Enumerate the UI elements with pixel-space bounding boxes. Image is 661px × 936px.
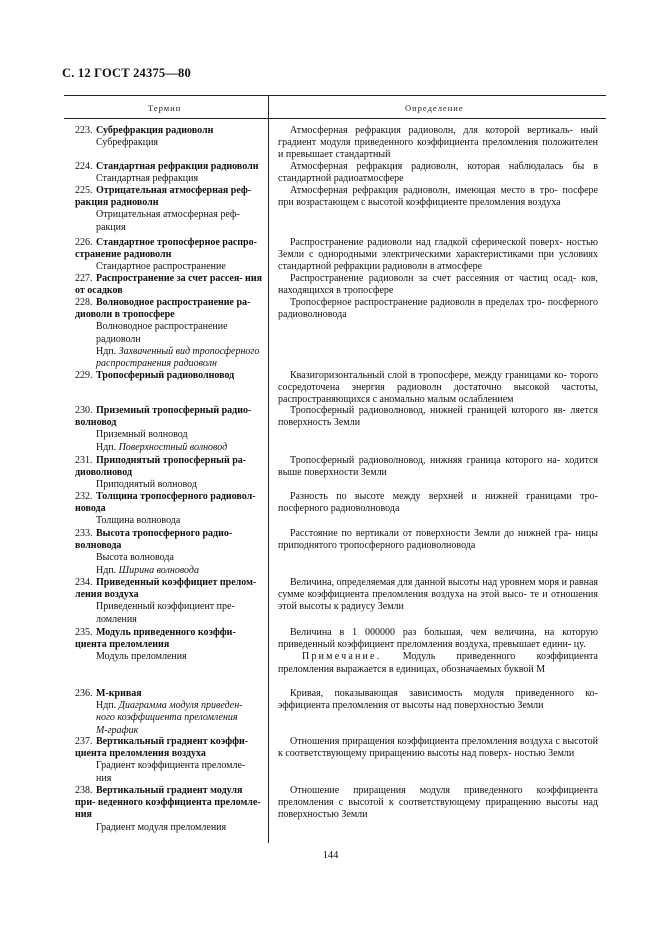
term-entry — [75, 125, 263, 149]
term-entry — [75, 185, 263, 234]
table-header-rule — [64, 118, 606, 119]
definition-text: Кривая, показывающая зависимость модуля приведенного ко- эффициента преломления от высоты над поверхностью Земли — [278, 688, 598, 712]
term-heading — [75, 577, 263, 601]
definition-entry — [278, 455, 598, 479]
term-name: Отрицательная атмосферная реф- ракция радиоволн — [75, 185, 252, 209]
term-entry — [75, 528, 263, 577]
term-number: 225. — [75, 185, 93, 196]
definition-text: Величина в 1 000000 раз большая, чем величина, на которую приведенный коэффициент преломления воздуха, превышает едини- цу. — [278, 627, 598, 651]
term-entry — [75, 577, 263, 626]
definition-text: Тропосферный радиоволновод, нижняя граница которого на- ходится выше поверхности Земли — [278, 455, 598, 479]
term-name: Приподнятый тропосферный ра- диоволновод — [75, 455, 247, 479]
term-short-form: Стандартное распространение — [96, 261, 226, 273]
definition-entry — [278, 577, 598, 614]
definition-note: Примечание. Модуль приведенного коэффициента преломления выражается в единицах, обозначаемых буквой М — [278, 651, 598, 675]
terms-column-header: Термин — [148, 103, 182, 113]
term-name: Модуль приведенного коэффи- циента преломления — [75, 627, 236, 651]
definition-entry — [278, 273, 598, 297]
definition-text: Атмосферная рефракция радиоволн, которая наблюдалась бы в стандартной радиоатмосфере — [278, 161, 598, 185]
deprecated-term: ного коэффициента преломления — [96, 712, 238, 724]
term-heading — [75, 688, 263, 700]
term-number: 226. — [75, 237, 93, 248]
term-heading — [75, 528, 263, 552]
term-heading — [75, 161, 263, 173]
term-number: 235. — [75, 627, 93, 638]
term-number: 228. — [75, 297, 93, 308]
term-entry — [75, 161, 263, 185]
term-heading — [75, 491, 263, 515]
deprecated-term: Диаграмма модуля приведен- — [118, 700, 243, 712]
term-number: 230. — [75, 405, 93, 416]
term-deprecated: Ндп. Диаграмма модуля приведен- — [96, 700, 243, 712]
definition-entry — [278, 125, 598, 162]
term-name: Субрефракция радиоволн — [96, 125, 214, 136]
definition-text: Квазигоризонтальный слой в тропосфере, между границами ко- торого сосредоточена энергия радиоволн достаточно высокой частоты, распространяющихся с аномально малым ослаблением — [278, 370, 598, 406]
definition-text: Распространение радиоволн за счет рассеяния от частиц осад- ков, находящихся в тропосфере — [278, 273, 598, 297]
term-name: Толщина тропосферного радиовол- новода — [75, 491, 256, 515]
term-heading — [75, 370, 263, 382]
definition-text: Расстояние по вертикали от поверхности Земли до нижней гра- ницы приподнятого тропосферного радиоволновода — [278, 528, 598, 552]
term-entry — [75, 273, 263, 297]
term-short-form: ломления — [96, 613, 137, 625]
term-short-form: Приведенный коэффициент пре- — [96, 601, 235, 613]
definition-text: Разность по высоте между верхней и нижней границами тро- посферного радиоволновода — [278, 491, 598, 515]
term-short-form: ракция — [96, 221, 126, 233]
page-header: С. 12 ГОСТ 24375—80 — [62, 66, 191, 80]
term-name: Высота тропосферного радио- волновода — [75, 528, 233, 552]
term-name: Стандартное тропосферное распро- странение радиоволн — [75, 237, 257, 261]
term-name: Вертикальный градиент модуля при- веденного коэффициента преломле- ния — [75, 785, 261, 821]
term-number: 233. — [75, 528, 93, 539]
term-number: 229. — [75, 370, 93, 381]
column-divider — [268, 96, 269, 843]
term-entry — [75, 297, 263, 370]
term-entry — [75, 237, 263, 274]
page-number: 144 — [322, 850, 339, 861]
term-number: 227. — [75, 273, 93, 284]
definition-text: Атмосферная рефракция радиоволн, для которой вертикаль- ный градиент модуля приведенного коэффициента преломления положителен и превышает стандартный — [278, 125, 598, 161]
term-short-form: Волноводное распространение — [96, 321, 228, 333]
term-name: Вертикальный градиент коэффи- циента преломления воздуха — [75, 736, 249, 760]
term-short-form: ния — [96, 772, 112, 784]
term-number: 232. — [75, 491, 93, 502]
term-name: Приземный тропосферный радио- волновод — [75, 405, 252, 429]
definition-text: Тропосферное распространение радиоволн в пределах тро- посферного радиоволновода — [278, 297, 598, 321]
term-heading — [75, 125, 263, 137]
definition-entry — [278, 185, 598, 209]
term-heading — [75, 785, 263, 822]
term-short-form: Приподнятый волновод — [96, 479, 197, 491]
definition-text: Отношения приращения коэффициента преломления воздуха с высотой к соответствующему приращению высоты над поверх- ностью Земли — [278, 736, 598, 760]
deprecated-term: Ширина волновода — [118, 564, 199, 576]
definition-entry — [278, 405, 598, 429]
term-name: Распространение за счет рассея- ния от осадков — [75, 273, 262, 297]
term-short-form: Стандартная рефракция — [96, 173, 199, 185]
term-heading — [75, 273, 263, 297]
deprecated-term: М-график — [96, 724, 139, 736]
term-heading — [75, 405, 263, 429]
definition-entry — [278, 491, 598, 515]
term-number: 234. — [75, 577, 93, 588]
term-heading — [75, 185, 263, 209]
note-label: Примечание. — [302, 651, 382, 663]
term-short-form: Высота волновода — [96, 552, 174, 564]
term-heading — [75, 736, 263, 760]
term-deprecated: Ндп. Поверхностный волновод — [96, 441, 228, 453]
definition-entry — [278, 627, 598, 676]
definition-text: Отношение приращения модуля приведенного коэффициента преломления с высотой к соответствующему приращению высоты над поверхностью Земли — [278, 785, 598, 821]
term-heading — [75, 455, 263, 479]
term-deprecated — [75, 725, 263, 737]
definition-entry — [278, 161, 598, 185]
definition-column-header: Определение — [405, 103, 464, 113]
term-entry — [75, 370, 263, 382]
definition-text: Величина, определяемая для данной высоты над уровнем моря и равная сумме коэффициента преломления воздуха на этой высо- те и отношения этой высоты к радиусу Земли — [278, 577, 598, 613]
term-number: 237. — [75, 736, 93, 747]
term-number: 223. — [75, 125, 93, 136]
term-entry — [75, 627, 263, 664]
definition-entry — [278, 370, 598, 407]
definition-entry — [278, 297, 598, 321]
deprecated-term: распространения радиоволн — [96, 358, 217, 370]
term-number: 238. — [75, 785, 93, 796]
term-number: 236. — [75, 688, 93, 699]
definition-text: Тропосферный радиоволновод, нижней границей которого яв- ляется поверхность Земли — [278, 405, 598, 429]
term-short-form: Отрицательная атмосферная реф- — [96, 209, 240, 221]
term-short-form: Приземный волновод — [96, 429, 188, 441]
definition-entry — [278, 785, 598, 822]
term-entry — [75, 785, 263, 834]
term-name: Стандартная рефракция радиоволн — [96, 161, 259, 172]
term-short-form: Модуль преломления — [96, 651, 187, 663]
term-number: 224. — [75, 161, 93, 172]
deprecated-term: Захваченный вид тропосферного — [118, 345, 260, 357]
term-number: 231. — [75, 455, 93, 466]
definition-text: Атмосферная рефракция радиоволн, имеющая место в тро- посфере при возрастающем с высотой коэффициенте преломления воздуха — [278, 185, 598, 209]
term-short-form: радиоволн — [96, 333, 141, 345]
definition-text: Распространение радиоволи над гладкой сферической поверх- ностью Земли с однородными электрическими характеристиками при условиях стандартной рефракции радиоволн в атмосфере — [278, 237, 598, 273]
term-entry — [75, 736, 263, 785]
term-name: Волноводное распространение ра- диоволн в тропосфере — [75, 297, 251, 321]
term-heading — [75, 627, 263, 651]
term-short-form: Толщина волновода — [96, 515, 181, 527]
definition-entry — [278, 736, 598, 760]
term-deprecated: Ндп. Ширина волновода — [96, 564, 199, 576]
term-deprecated — [75, 358, 263, 370]
term-deprecated — [75, 712, 263, 724]
term-name: Тропосферный радиоволновод — [96, 370, 235, 381]
term-short-form: Градиент модуля преломления — [96, 821, 227, 833]
definition-entry — [278, 528, 598, 552]
table-top-rule — [64, 95, 606, 96]
term-heading — [75, 237, 263, 261]
definition-entry — [278, 237, 598, 274]
term-entry — [75, 491, 263, 528]
term-name: Приведенный коэффициет прелом- ления воздуха — [75, 577, 257, 601]
term-short-form: Градиент коэффициента преломле- — [96, 760, 246, 772]
term-entry — [75, 455, 263, 492]
definition-entry — [278, 688, 598, 712]
term-entry — [75, 405, 263, 454]
term-heading — [75, 297, 263, 321]
term-short-form: Субрефракция — [96, 137, 159, 149]
term-name: М-кривая — [96, 688, 142, 699]
term-deprecated: Ндп. Захваченный вид тропосферного — [96, 345, 260, 357]
deprecated-term: Поверхностный волновод — [118, 441, 228, 453]
term-entry — [75, 688, 263, 737]
